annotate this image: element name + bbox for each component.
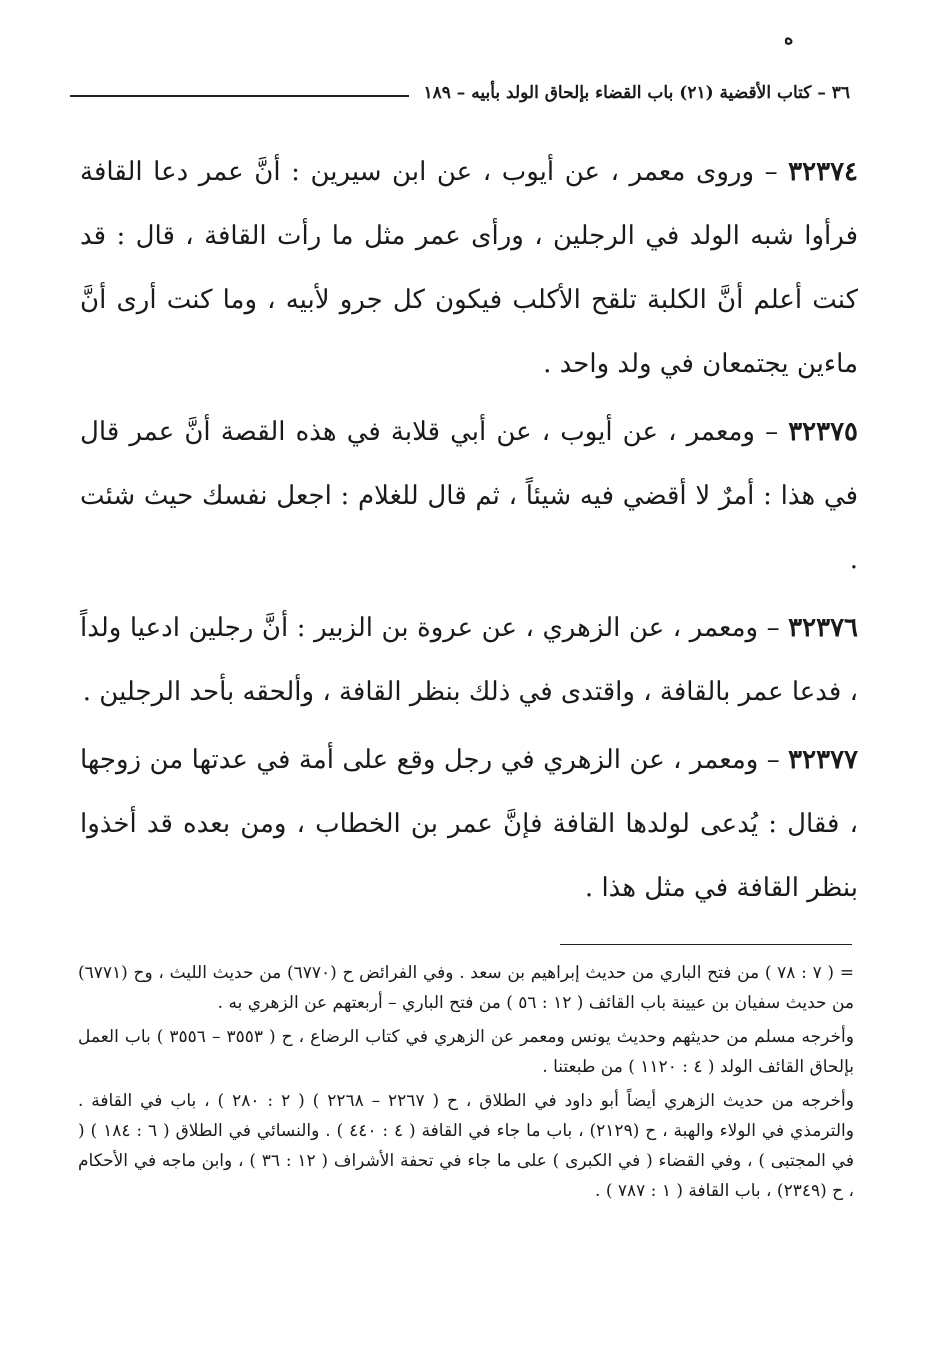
hadith-number: ٣٢٣٧٧	[788, 745, 858, 775]
main-text	[80, 140, 858, 924]
hadith-text: – ومعمر ، عن الزهري ، عن عروة بن الزبير : أنَّ رجلين ادعيا ولداً ، فدعا عمر بالقافة ، واقتدى في ذلك بنظر القافة ، وألحقه بأحد الرجلين .	[80, 613, 858, 707]
hadith-number: ٣٢٣٧٤	[788, 157, 858, 187]
hadith-text: – ومعمر ، عن أيوب ، عن أبي قلابة في هذه القصة أنَّ عمر قال في هذا : أمرٌ لا أقضي فيه شيئاً ، ثم قال للغلام : اجعل نفسك حيث شئت .	[80, 417, 858, 575]
hadith-number: ٣٢٣٧٥	[788, 417, 859, 447]
footnote-paragraph: وأخرجه من حديث الزهري أيضاً أبو داود في الطلاق ، ح ( ٢٢٦٧ – ٢٢٦٨ ) ( ٢ : ٢٨٠ ) ، باب في القافة . والترمذي في الولاء والهبة ، ح (٢١٢٩) ، باب ما جاء في القافة ( ٤ : ٤٤٠ ) . والنسائي في الطلاق ( ٦ : ١٨٤ ) ( في المجتبى ) ، وفي القضاء ( في الكبرى ) على ما جاء في تحفة الأشراف ( ١٢ : ٣٦ ) ، وابن ماجه في الأحكام ، ح (٢٣٤٩) ، باب القافة ( ١ : ٧٨٧ ) .	[78, 1091, 854, 1201]
hadith-text: – وروى معمر ، عن أيوب ، عن ابن سيرين : أنَّ عمر دعا القافة فرأوا شبه الولد في الرجلين ، ورأى عمر مثل ما رأت القافة ، قال : قد كنت أعلم أنَّ الكلبة تلقح الأكلب فيكون كل جرو لأبيه ، وما كنت أرى أنَّ ماءين يجتمعان في ولد واحد .	[80, 157, 858, 379]
running-header	[70, 78, 850, 108]
hadith-text: – ومعمر ، عن الزهري في رجل وقع على أمة في عدتها من زوجها ، فقال : يُدعى لولدها القافة فإنَّ عمر بن الخطاب ، ومن بعده قد أخذوا بنظر القافة في مثل هذا .	[80, 745, 858, 903]
footnote-paragraph: = ( ٧ : ٧٨ ) من فتح الباري من حديث إبراهيم بن سعد . وفي الفرائض ح (٦٧٧٠) من حديث الليث ، وح (٦٧٧١) من حديث سفيان بن عيينة باب القائف ( ١٢ : ٥٦ ) من فتح الباري – أربعتهم عن الزهري به .	[78, 963, 854, 1013]
hadith-paragraph	[80, 400, 858, 592]
footnotes	[78, 958, 854, 1210]
footnote-rule	[560, 944, 852, 945]
footnote-paragraph: وأخرجه مسلم من حديثهم وحديث يونس ومعمر عن الزهري في كتاب الرضاع ، ح ( ٣٥٥٣ – ٣٥٥٦ ) باب العمل بإلحاق القائف الولد ( ٤ : ١١٢٠ ) من طبعتنا .	[78, 1027, 854, 1077]
header-rule	[70, 95, 409, 97]
hadith-paragraph	[80, 596, 858, 724]
hadith-number: ٣٢٣٧٦	[788, 613, 858, 643]
running-head-text: ٣٦ – كتاب الأقضية (٢١) باب القضاء بإلحاق الولد بأبيه – ١٨٩	[423, 83, 850, 103]
hadith-paragraph	[80, 140, 858, 396]
hadith-paragraph	[80, 728, 858, 920]
page-corner-mark: ه	[784, 28, 794, 49]
